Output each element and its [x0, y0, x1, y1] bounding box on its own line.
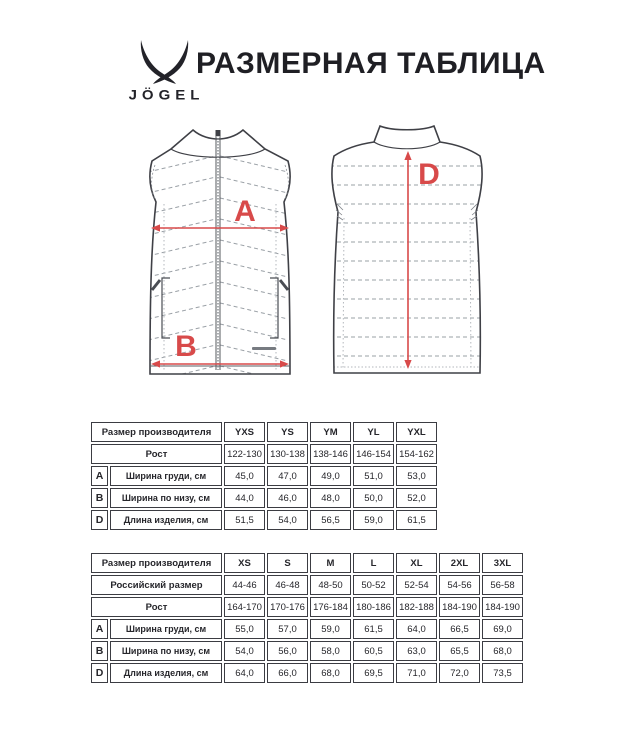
value-cell: 66,0 — [267, 663, 308, 683]
value-cell: 57,0 — [267, 619, 308, 639]
brand-label-mark — [252, 347, 276, 350]
value-cell: 63,0 — [396, 641, 437, 661]
adult-size-table — [89, 551, 525, 685]
table-header-row — [91, 422, 437, 442]
table-row — [91, 663, 523, 683]
table-header-row — [91, 597, 523, 617]
header-label-cell: Размер производителя — [91, 553, 222, 573]
armhole-gather-marks — [336, 204, 478, 220]
value-cell: 65,5 — [439, 641, 480, 661]
back-panel-seams — [343, 218, 471, 370]
range-cell: 180-186 — [353, 597, 394, 617]
range-cell: 122-130 — [224, 444, 265, 464]
value-cell: 61,5 — [396, 510, 437, 530]
size-code-cell: 2XL — [439, 553, 480, 573]
value-cell: 56,5 — [310, 510, 351, 530]
range-cell: 44-46 — [224, 575, 265, 595]
table-row — [91, 510, 437, 530]
range-cell: 184-190 — [439, 597, 480, 617]
size-code-cell: YM — [310, 422, 351, 442]
value-cell: 49,0 — [310, 466, 351, 486]
range-cell: 48-50 — [310, 575, 351, 595]
range-cell: 54-56 — [439, 575, 480, 595]
value-cell: 50,0 — [353, 488, 394, 508]
value-cell: 46,0 — [267, 488, 308, 508]
header-label-cell: Размер производителя — [91, 422, 222, 442]
value-cell: 47,0 — [267, 466, 308, 486]
value-cell: 73,5 — [482, 663, 523, 683]
range-cell: 170-176 — [267, 597, 308, 617]
vest-back-outline — [332, 126, 482, 373]
value-cell: 68,0 — [310, 663, 351, 683]
measure-letter-cell: B — [91, 488, 108, 508]
size-code-cell: YL — [353, 422, 394, 442]
arrow-label-a: A — [234, 195, 256, 228]
value-cell: 71,0 — [396, 663, 437, 683]
value-cell: 45,0 — [224, 466, 265, 486]
length-arrow — [404, 151, 439, 369]
value-cell: 60,5 — [353, 641, 394, 661]
value-cell: 72,0 — [439, 663, 480, 683]
value-cell: 61,5 — [353, 619, 394, 639]
parameter-name-cell: Ширина по низу, см — [110, 641, 222, 661]
range-cell: 138-146 — [310, 444, 351, 464]
zipper-slider — [216, 130, 221, 136]
range-cell: 52-54 — [396, 575, 437, 595]
value-cell: 53,0 — [396, 466, 437, 486]
range-cell: 56-58 — [482, 575, 523, 595]
value-cell: 64,0 — [224, 663, 265, 683]
value-cell: 54,0 — [224, 641, 265, 661]
value-cell: 59,0 — [353, 510, 394, 530]
range-cell: 184-190 — [482, 597, 523, 617]
youth-size-table — [89, 420, 439, 532]
range-cell: 176-184 — [310, 597, 351, 617]
value-cell: 68,0 — [482, 641, 523, 661]
header-label-cell: Российский размер — [91, 575, 222, 595]
table-header-row — [91, 575, 523, 595]
size-code-cell: S — [267, 553, 308, 573]
parameter-name-cell: Ширина груди, см — [110, 619, 222, 639]
range-cell: 154-162 — [396, 444, 437, 464]
value-cell: 64,0 — [396, 619, 437, 639]
table-row — [91, 641, 523, 661]
measure-letter-cell: D — [91, 663, 108, 683]
table-header-row — [91, 444, 437, 464]
value-cell: 69,0 — [482, 619, 523, 639]
value-cell: 54,0 — [267, 510, 308, 530]
value-cell: 69,5 — [353, 663, 394, 683]
arrow-label-d: D — [418, 158, 440, 191]
value-cell: 48,0 — [310, 488, 351, 508]
value-cell: 52,0 — [396, 488, 437, 508]
range-cell: 46-48 — [267, 575, 308, 595]
size-code-cell: XL — [396, 553, 437, 573]
table-row — [91, 466, 437, 486]
header-label-cell: Рост — [91, 444, 222, 464]
pocket-zipper-pull-left — [152, 280, 160, 290]
arrow-label-b: B — [175, 330, 197, 363]
value-cell: 66,5 — [439, 619, 480, 639]
value-cell: 51,0 — [353, 466, 394, 486]
header-label-cell: Рост — [91, 597, 222, 617]
back-quilting-pattern — [330, 166, 484, 367]
value-cell: 44,0 — [224, 488, 265, 508]
parameter-name-cell: Длина изделия, см — [110, 663, 222, 683]
table-row — [91, 619, 523, 639]
front-zipper — [216, 130, 221, 370]
parameter-name-cell: Ширина груди, см — [110, 466, 222, 486]
size-code-cell: M — [310, 553, 351, 573]
brand-name: JÖGEL — [128, 87, 205, 104]
parameter-name-cell: Ширина по низу, см — [110, 488, 222, 508]
size-code-cell: YXS — [224, 422, 265, 442]
page-title: РАЗМЕРНАЯ ТАБЛИЦА — [196, 47, 546, 80]
parameter-name-cell: Длина изделия, см — [110, 510, 222, 530]
size-code-cell: 3XL — [482, 553, 523, 573]
value-cell: 51,5 — [224, 510, 265, 530]
size-code-cell: YXL — [396, 422, 437, 442]
table-header-row — [91, 553, 523, 573]
value-cell: 56,0 — [267, 641, 308, 661]
range-cell: 130-138 — [267, 444, 308, 464]
jogel-logo-icon — [138, 40, 191, 85]
range-cell: 50-52 — [353, 575, 394, 595]
measure-letter-cell: D — [91, 510, 108, 530]
value-cell: 59,0 — [310, 619, 351, 639]
measure-letter-cell: A — [91, 619, 108, 639]
vest-front-illustration — [140, 118, 300, 382]
size-code-cell: L — [353, 553, 394, 573]
value-cell: 58,0 — [310, 641, 351, 661]
size-code-cell: YS — [267, 422, 308, 442]
measure-letter-cell: A — [91, 466, 108, 486]
range-cell: 146-154 — [353, 444, 394, 464]
back-neck-seam — [374, 142, 440, 149]
vest-back-illustration — [322, 118, 492, 382]
value-cell: 55,0 — [224, 619, 265, 639]
measure-letter-cell: B — [91, 641, 108, 661]
range-cell: 164-170 — [224, 597, 265, 617]
table-row — [91, 488, 437, 508]
pocket-zipper-pull-right — [280, 280, 288, 290]
size-code-cell: XS — [224, 553, 265, 573]
range-cell: 182-188 — [396, 597, 437, 617]
